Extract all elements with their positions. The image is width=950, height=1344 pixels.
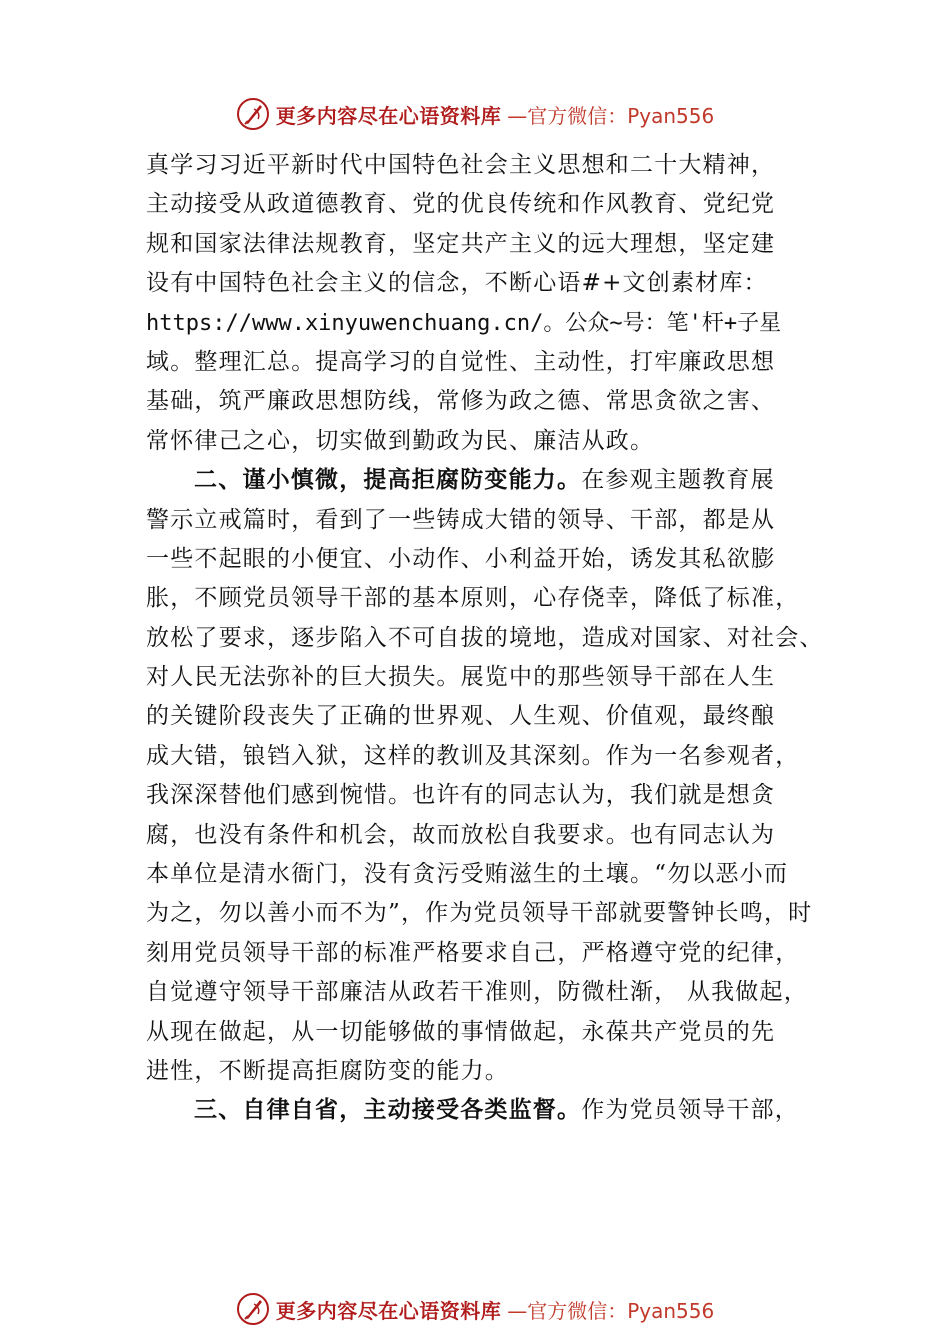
- quill-pen-logo-icon: [236, 1292, 270, 1326]
- text-line: 真学习习近平新时代中国特色社会主义思想和二十大精神，: [146, 152, 776, 178]
- section-two-first-line: [146, 461, 846, 500]
- section-two-lead: 在参观主题教育展: [581, 467, 775, 494]
- text-line: 一些不起眼的小便宜、小动作、小利益开始，诱发其私欲膨: [146, 545, 776, 572]
- header-banner: [0, 94, 950, 134]
- banner-group: [236, 1292, 715, 1326]
- footer-banner: [0, 1289, 950, 1329]
- text-line: 刻用党员领导干部的标准严格要求自己，严格遵守党的纪律，: [146, 939, 800, 966]
- text-line: 放松了要求，逐步陷入不可自拔的境地，造成对国家、对社会、: [146, 624, 824, 651]
- text-line: 常怀律己之心，切实做到勤政为民、廉洁从政。: [146, 427, 655, 454]
- text-line: 我深深替他们感到惋惜。也许有的同志认为，我们就是想贪: [146, 782, 776, 809]
- quill-pen-logo-icon: [236, 97, 270, 131]
- text-line: 设有中国特色社会主义的信念，不断心语#+文创素材库：: [146, 270, 768, 297]
- text-line-url: https://www.xinyuwenchuang.cn/。公众~号：笔'杆+子星: [146, 310, 782, 336]
- text-line: 对人民无法弥补的巨大损失。展览中的那些领导干部在人生: [146, 664, 776, 691]
- section-three-lead: 作为党员领导干部，: [581, 1097, 800, 1124]
- text-line: 从现在做起，从一切能够做的事情做起，永葆共产党员的先: [146, 1018, 776, 1045]
- section-three-heading: 三、自律自省，主动接受各类监督。: [194, 1097, 582, 1124]
- text-line: 自觉遵守领导干部廉洁从政若干准则，防微杜渐， 从我做起，: [146, 979, 808, 1006]
- document-body: [146, 146, 846, 1131]
- text-line: 域。整理汇总。提高学习的自觉性、主动性，打牢廉政思想: [146, 348, 776, 375]
- banner-title: 更多内容尽在心语资料库: [275, 103, 502, 128]
- banner-contact: —官方微信：Pyan556: [507, 1298, 715, 1323]
- section-three-first-line: [146, 1091, 846, 1130]
- text-line: 腐，也没有条件和机会，故而放松自我要求。也有同志认为: [146, 821, 776, 848]
- text-line: 成大错，锒铛入狱，这样的教训及其深刻。作为一名参观者，: [146, 742, 800, 769]
- text-line: 规和国家法律法规教育，坚定共产主义的远大理想，坚定建: [146, 230, 776, 257]
- text-line: 基础，筑严廉政思想防线，常修为政之德、常思贪欲之害、: [146, 388, 776, 415]
- section-two-heading: 二、谨小慎微，提高拒腐防变能力。: [194, 467, 582, 494]
- text-line: 胀，不顾党员领导干部的基本原则，心存侥幸，降低了标准，: [146, 585, 800, 612]
- banner-contact: —官方微信：Pyan556: [507, 103, 715, 128]
- text-line: 本单位是清水衙门，没有贪污受贿滋生的土壤。“勿以恶小而: [146, 861, 789, 888]
- text-line: 的关键阶段丧失了正确的世界观、人生观、价值观，最终酿: [146, 703, 776, 730]
- banner-group: [236, 97, 715, 131]
- text-line: 进性，不断提高拒腐防变的能力。: [146, 1057, 509, 1084]
- text-line: 警示立戒篇时，看到了一些铸成大错的领导、干部，都是从: [146, 506, 776, 533]
- text-line: 为之，勿以善小而不为”，作为党员领导干部就要警钟长鸣，时: [146, 900, 813, 927]
- banner-title: 更多内容尽在心语资料库: [275, 1298, 502, 1323]
- text-line: 主动接受从政道德教育、党的优良传统和作风教育、党纪党: [146, 191, 776, 218]
